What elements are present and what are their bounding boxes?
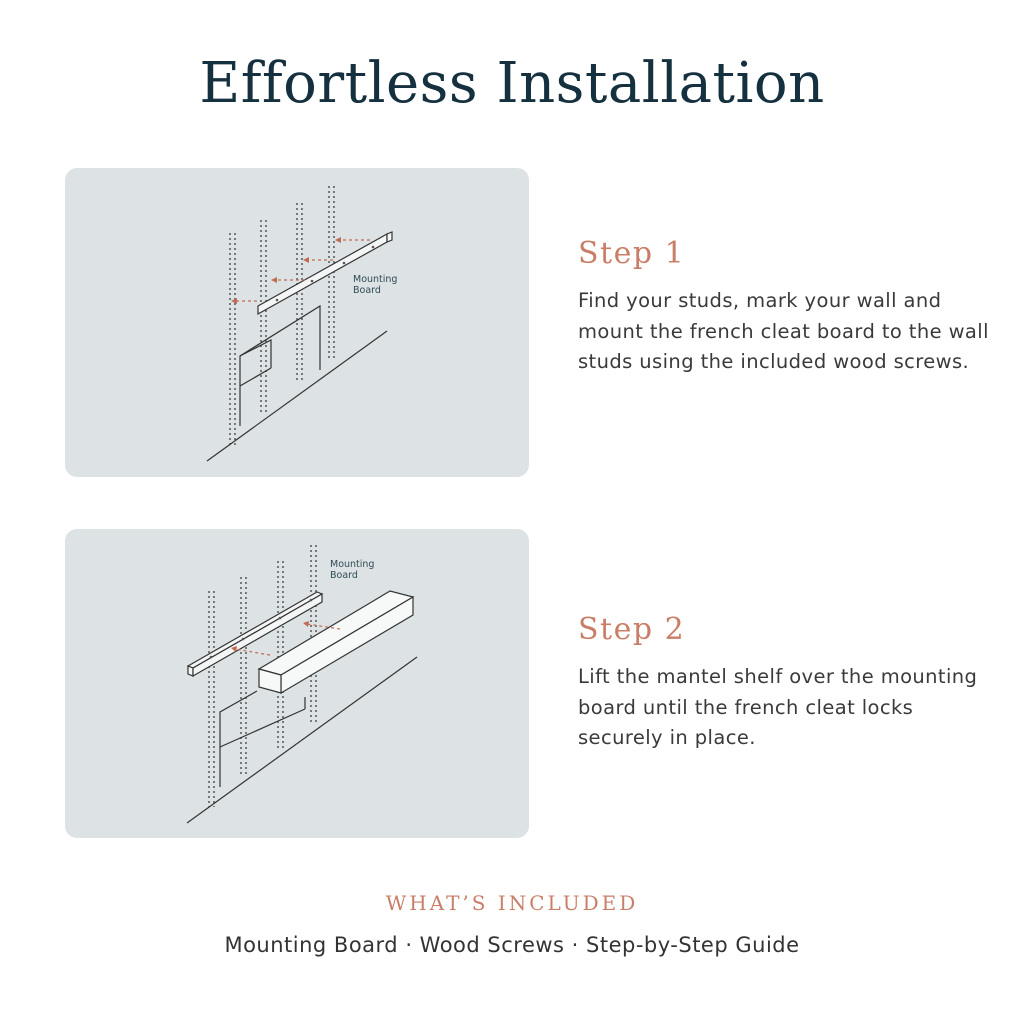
page-title: Effortless Installation [199,51,825,116]
step-2-description: Lift the mantel shelf over the mounting board until the french cleat locks securely in place. [578,665,978,749]
step-1-illustration [65,168,529,477]
step-1-heading: Step 1 [578,236,686,271]
mounting-board-label-line1: Mounting [353,274,398,285]
mantel-shelf [259,591,413,693]
whats-included-heading: WHAT’S INCLUDED [385,891,639,915]
whats-included-list: Mounting Board · Wood Screws · Step-by-Step Guide [224,933,800,957]
mounting-board [258,232,392,314]
mounting-board-label-line1: Mounting [330,559,375,570]
step-1-diagram [65,168,529,477]
step-1 [578,234,998,378]
step-2-illustration [65,529,529,838]
mounting-board-label-line2: Board [353,285,381,296]
fireplace-outline [220,691,305,787]
floor-line [207,331,387,461]
mounting-board-label-line2: Board [330,570,358,581]
step-1-description: Find your studs, mark your wall and mount the french cleat board to the wall studs using the included wood screws. [578,289,989,373]
floor-line [187,657,417,823]
step-2 [578,610,998,754]
step-2-diagram [65,529,529,838]
step-2-heading: Step 2 [578,612,686,647]
